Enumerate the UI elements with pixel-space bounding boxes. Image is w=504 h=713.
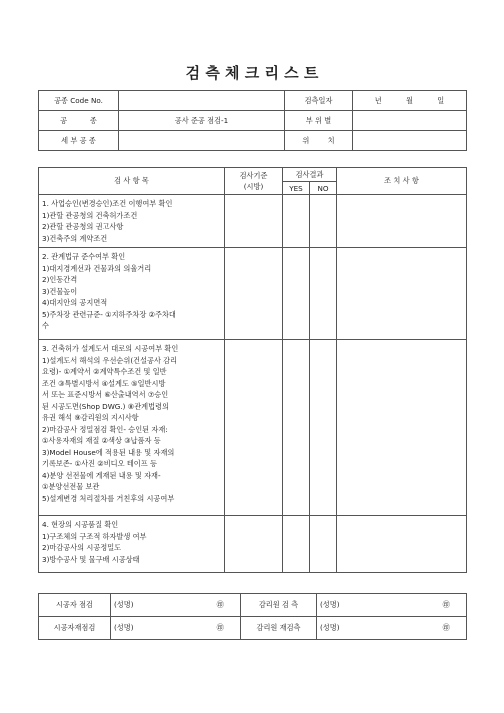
no-header: NO (310, 182, 337, 195)
section-line: ①사용자재의 재질 ②색상 ③납품자 등 (42, 436, 161, 445)
section-line: 기록보존- ①사진 ②비디오 테이프 등 (42, 459, 157, 468)
section-line: 3)건축주의 계약조건 (42, 233, 108, 243)
section-3 (39, 340, 225, 516)
section-1 (39, 195, 225, 248)
section-line: 5)주차장 관련규준- ①지하주차장 ②주차대 (42, 309, 176, 319)
criteria-cell[interactable] (225, 516, 283, 573)
info-table (38, 90, 467, 151)
date-value[interactable] (353, 91, 467, 111)
no-cell[interactable] (310, 516, 337, 573)
subtrade-label: 세 부 공 종 (39, 131, 119, 151)
section-line: 요령)- ①계약서 ②계약특수조건 및 일반 (42, 367, 167, 376)
location-value[interactable] (353, 131, 467, 151)
subtrade-value[interactable] (119, 131, 285, 151)
section-line: 5)설계변경 처리절차를 거친후의 시공여부 (42, 493, 175, 503)
action-cell[interactable] (337, 340, 467, 516)
seal-mark: ㊞ (201, 617, 241, 640)
trade-label: 공 종 (39, 111, 119, 131)
section-line: 1. 사업승인(변경승인)조건 이행여부 확인 (42, 199, 173, 208)
yes-cell[interactable] (283, 248, 310, 340)
code-label: 공종 Code No. (39, 91, 119, 111)
section-line: 유권 해석 ⑨감리원의 지시사항 (42, 413, 139, 422)
section-line: 2)관할 관공청의 권고사항 (42, 222, 124, 231)
items-header: 검 사 항 목 (39, 168, 225, 195)
checklist-table (38, 167, 467, 573)
part-label: 부 위 별 (285, 111, 353, 131)
signature-table (38, 593, 467, 640)
section-line: 4)분양 선전물에 게재된 내용 및 자재- (42, 470, 161, 480)
section-line: 1)구조체의 구조적 하자발생 여부 (42, 531, 147, 541)
action-cell[interactable] (337, 248, 467, 340)
section-line: ①분양선전물 보관 (42, 482, 100, 491)
criteria-cell[interactable] (225, 340, 283, 516)
section-line: 3)방수공사 및 물구배 시공상태 (42, 554, 140, 564)
supervisor-reinspect-name[interactable]: (성명) (317, 617, 427, 640)
section-line: 2)인동간격 (42, 275, 78, 284)
section-line: 4. 현장의 시공품질 확인 (42, 520, 119, 529)
section-line: 2. 관계법규 준수여부 확인 (42, 252, 126, 261)
section-line: 1)대지경계선과 건물과의 의율거리 (42, 263, 152, 273)
yes-cell[interactable] (283, 340, 310, 516)
contractor-material-name[interactable]: (성명) (111, 617, 201, 640)
section-line: 1)설계도서 해석의 우선순위(건설공사 감리 (42, 355, 178, 365)
criteria-header: 검사기준 (시방) (225, 168, 283, 195)
no-cell[interactable] (310, 195, 337, 248)
seal-mark: ㊞ (427, 617, 467, 640)
date-label: 검측일자 (285, 91, 353, 111)
supervisor-inspect-label: 감리원 검 측 (241, 594, 317, 617)
section-4 (39, 516, 225, 573)
yes-cell[interactable] (283, 516, 310, 573)
code-value[interactable] (119, 91, 285, 111)
action-header: 조 치 사 항 (337, 168, 467, 195)
day-label: 일 (437, 95, 445, 105)
result-header: 검사결과 (283, 168, 337, 182)
section-line: 2)마감공사의 시공정밀도 (42, 543, 122, 552)
section-line: 1)관할 관공청의 건축허가조건 (42, 210, 138, 220)
section-line: 3)Model House에 적용된 내용 및 자재의 (42, 447, 175, 457)
section-line: 3)건물높이 (42, 286, 78, 296)
supervisor-inspect-name[interactable]: (성명) (317, 594, 427, 617)
section-line: 2)마감공사 정밀점검 확인- 승인된 자재: (42, 424, 168, 434)
supervisor-reinspect-label: 감리원 재검측 (241, 617, 317, 640)
contractor-check-name[interactable]: (성명) (111, 594, 201, 617)
section-line: 3. 건축허가 설계도서 대로의 시공여부 확인 (42, 344, 179, 353)
contractor-check-label: 시공자 점검 (39, 594, 111, 617)
no-cell[interactable] (310, 248, 337, 340)
year-label: 년 (374, 95, 382, 105)
month-label: 월 (406, 95, 413, 105)
page-title: 검 측 체 크 리 스 트 (185, 64, 319, 82)
seal-mark: ㊞ (201, 594, 241, 617)
action-cell[interactable] (337, 195, 467, 248)
no-cell[interactable] (310, 340, 337, 516)
yes-cell[interactable] (283, 195, 310, 248)
section-line: 조건 ③특별시방서 ④설계도 ⑤일반시방 (42, 378, 166, 388)
criteria-cell[interactable] (225, 248, 283, 340)
section-2 (39, 248, 225, 340)
section-line: 수 (42, 321, 49, 330)
part-value[interactable] (353, 111, 467, 131)
location-label: 위 치 (285, 131, 353, 151)
action-cell[interactable] (337, 516, 467, 573)
section-line: 4)대지안의 공지면적 (42, 298, 108, 307)
criteria-cell[interactable] (225, 195, 283, 248)
section-line: 된 시공도면(Shop DWG.) ⑧관계법령의 (42, 401, 169, 411)
yes-header: YES (283, 182, 310, 195)
contractor-material-label: 시공자재점검 (39, 617, 111, 640)
seal-mark: ㊞ (427, 594, 467, 617)
trade-value[interactable]: 공사 준공 점검-1 (119, 111, 285, 131)
section-line: 서 또는 표준시방서 ⑥산출내역서 ⑦승인 (42, 390, 169, 399)
